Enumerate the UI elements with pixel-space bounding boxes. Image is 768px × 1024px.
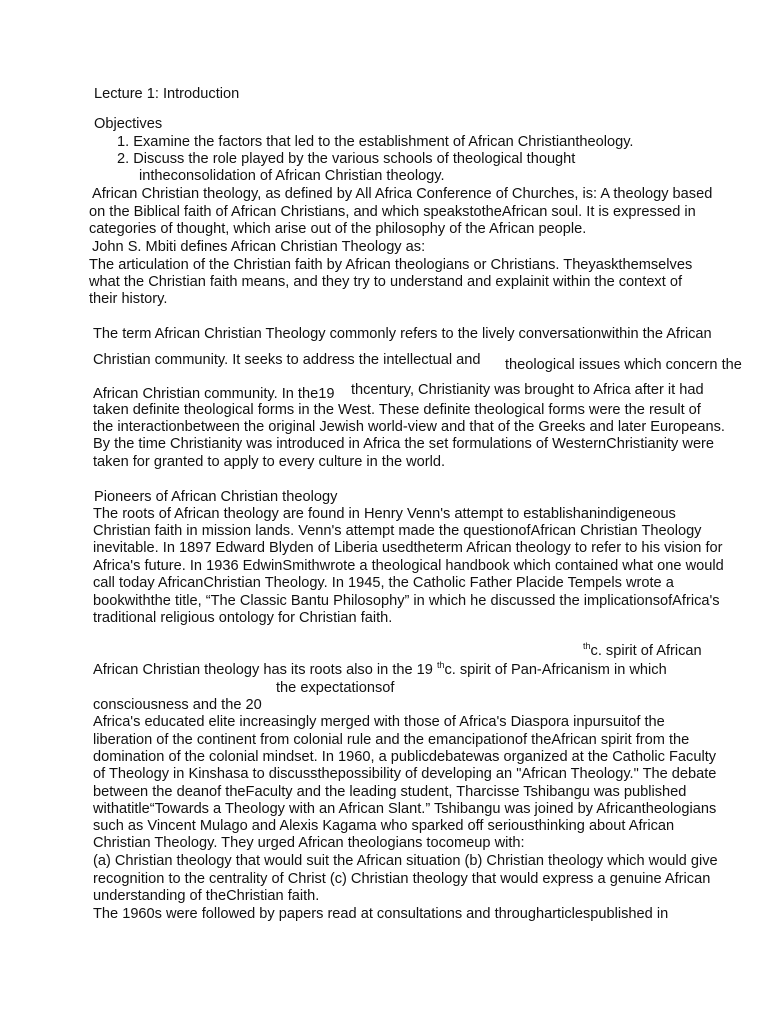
panafrican-float-line: $^{th}$c. spirit of African — [583, 641, 702, 659]
pioneers-line: traditional religious ontology for Christian faith. — [93, 610, 393, 626]
aacc-definition-line: African Christian theology, as defined by All Africa Conference of Churches, is: A theology based — [92, 186, 713, 202]
panafrican-line: Africa's educated elite increasingly merged with those of Africa's Diaspora inpursuitof the — [93, 714, 665, 730]
pioneers-heading: Pioneers of African Christian theology — [94, 489, 338, 505]
panafrican-line: understanding of theChristian faith. — [93, 888, 320, 904]
panafrican-line: domination of the colonial mindset. In 1960, a publicdebatewas organized at the Catholic Faculty — [93, 749, 717, 765]
objectives-heading: Objectives — [94, 116, 163, 132]
aacc-definition-line: on the Biblical faith of African Christians, and which speakstotheAfrican soul. It is expressed in — [89, 204, 696, 220]
term-paragraph-line: the interactionbetween the original Jewish world-view and that of the Greeks and later Europeans. — [93, 419, 725, 435]
term-paragraph-line: African Christian community. In the19 — [93, 386, 335, 402]
panafrican-line: between the deanof theFaculty and the leading student, Tharcisse Tshibangu was published — [93, 784, 687, 800]
objective-item-1: 1. Examine the factors that led to the establishment of African Christiantheology. — [117, 134, 634, 150]
panafrican-line: The 1960s were followed by papers read at consultations and througharticlespublished in — [93, 906, 669, 922]
term-paragraph-line: Christian community. It seeks to address the intellectual and — [93, 352, 481, 368]
panafrican-main-line: African Christian theology has its roots also in the 19 $^{th}$c. spirit of Pan-Africanism in which — [93, 660, 667, 678]
panafrican-line: of Theology in Kinshasa to discussthepossibility of developing an "African Theology." The debate — [93, 766, 717, 782]
aacc-definition-line: categories of thought, which arise out of the philosophy of the African people. — [89, 221, 587, 237]
pioneers-line: Africa's future. In 1936 EdwinSmithwrote a theological handbook which contained what one would — [93, 558, 724, 574]
pioneers-line: bookwiththe title, “The Classic Bantu Philosophy” in which he discussed the implicationsofAfrica's — [93, 593, 720, 609]
mbiti-definition-line: what the Christian faith means, and they try to understand and explainit within the context of — [89, 274, 683, 290]
panafrican-line: withatitle“Towards a Theology with an African Slant.” Tshibangu was joined by Africantheologians — [93, 801, 717, 817]
term-paragraph-line: By the time Christianity was introduced in Africa the set formulations of WesternChristianity were — [93, 436, 715, 452]
panafrican-line: such as Vincent Mulago and Alexis Kagama who sparked off seriousthinking about African — [93, 818, 675, 834]
term-paragraph-line: The term African Christian Theology commonly refers to the lively conversationwithin the African — [93, 326, 712, 342]
panafrican-sub-line: the expectationsof — [276, 680, 395, 696]
lecture-title: Lecture 1: Introduction — [94, 86, 240, 102]
mbiti-definition-line: The articulation of the Christian faith by African theologians or Christians. Theyaskthemselves — [89, 257, 693, 273]
mbiti-intro: John S. Mbiti defines African Christian Theology as: — [92, 239, 426, 255]
panafrican-line: recognition to the centrality of Christ (c) Christian theology that would express a genuine African — [93, 871, 711, 887]
mbiti-definition-line: their history. — [89, 291, 168, 307]
pioneers-line: Christian faith in mission lands. Venn's attempt made the questionofAfrican Christian Theology — [93, 523, 702, 539]
term-paragraph-line: taken definite theological forms in the West. These definite theological forms were the result of — [93, 402, 701, 418]
objective-item-2-cont: intheconsolidation of African Christian theology. — [139, 168, 445, 184]
pioneers-line: The roots of African theology are found in Henry Venn's attempt to establishanindigeneous — [93, 506, 676, 522]
term-paragraph-line: theological issues which concern the — [505, 357, 742, 373]
objective-item-2: 2. Discuss the role played by the various schools of theological thought — [117, 151, 576, 167]
panafrican-line: (a) Christian theology that would suit the African situation (b) Christian theology which would give — [93, 853, 718, 869]
panafrican-consciousness: consciousness and the 20 — [93, 697, 262, 713]
panafrican-line: Christian Theology. They urged African theologians tocomeup with: — [93, 835, 525, 851]
term-paragraph-line: taken for granted to apply to every culture in the world. — [93, 454, 446, 470]
pioneers-line: call today AfricanChristian Theology. In 1945, the Catholic Father Placide Tempels wrote a — [93, 575, 674, 591]
pioneers-line: inevitable. In 1897 Edward Blyden of Liberia usedtheterm African theology to refer to his vision for — [93, 540, 723, 556]
panafrican-line: liberation of the continent from colonial rule and the emancipationof theAfrican spirit from the — [93, 732, 690, 748]
term-paragraph-line: thcentury, Christianity was brought to Africa after it had — [351, 382, 704, 398]
